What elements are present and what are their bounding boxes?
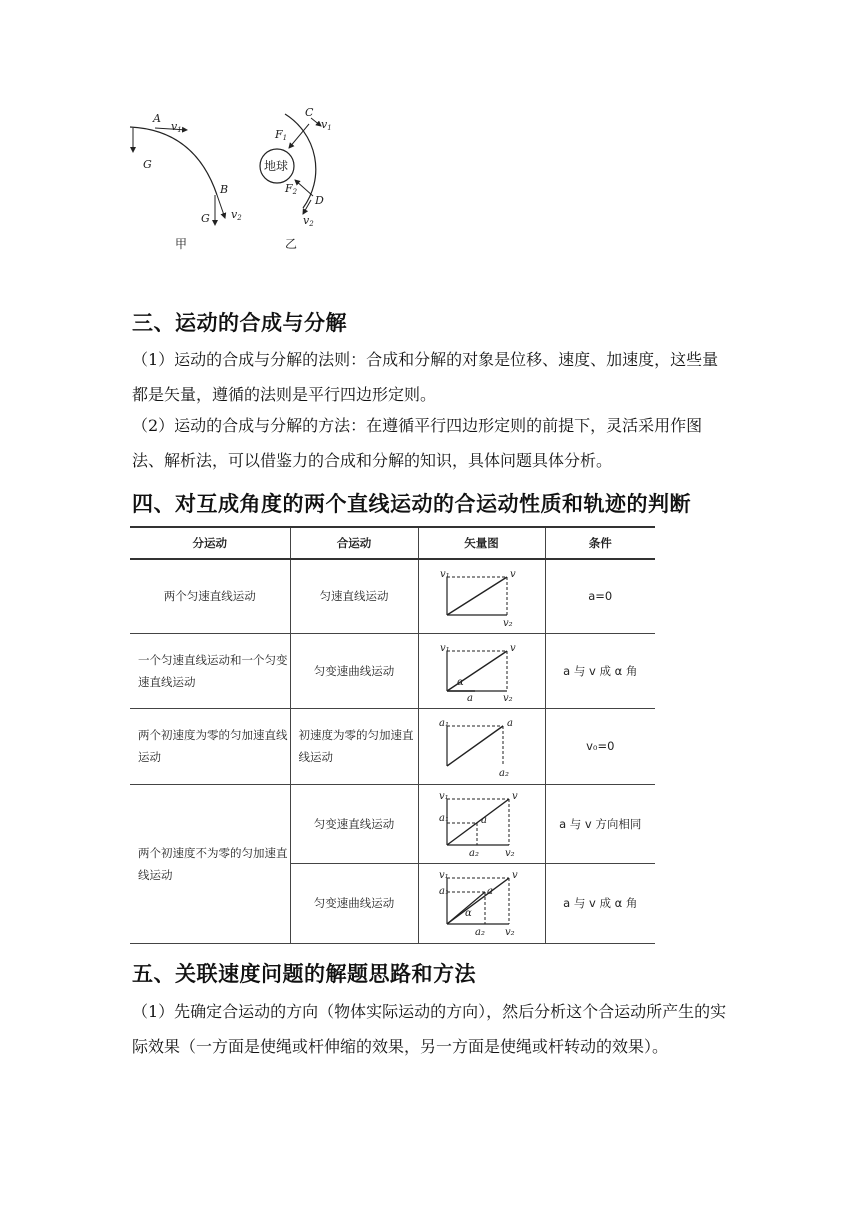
label-f1: F1 [275, 128, 288, 142]
svg-text:a: a [486, 886, 493, 897]
curved-motion-diagram [125, 100, 355, 260]
header-condition: 条件 [545, 527, 655, 559]
cell-component: 两个初速度不为零的匀加速直线运动 [130, 784, 290, 943]
svg-text:v₂: v₂ [504, 847, 515, 859]
svg-text:v: v [509, 642, 516, 654]
label-b: B [220, 183, 229, 196]
section-3-heading: 三、运动的合成与分解 [132, 311, 347, 335]
section-5-para-1: （1）先确定合运动的方向（物体实际运动的方向），然后分析这个合运动所产生的实际效果（一方面是使绳或杆伸缩的效果，另一方面是使绳或杆转动的效果）。 [132, 1002, 727, 1056]
svg-text:v: v [511, 790, 518, 802]
cell-component: 两个初速度为零的匀加速直线运动 [130, 708, 290, 784]
table-row [130, 559, 655, 633]
force-arrow-f2 [295, 180, 313, 196]
velocity-arrow-v2 [217, 195, 225, 218]
label-f2: F2 [285, 182, 298, 196]
section-5-heading: 五、关联速度问题的解题思路和方法 [132, 962, 476, 986]
cell-resultant: 初速度为零的匀加速直线运动 [290, 708, 418, 784]
vector-diagram-4 [437, 789, 527, 859]
section-3-para-1: （1）运动的合成与分解的法则：合成和分解的对象是位移、速度、加速度，这些量都是矢量，遵循的法则是平行四边形定则。 [132, 350, 719, 404]
cell-condition: a 与 v 成 α 角 [545, 863, 655, 943]
caption-jia: 甲 [175, 237, 188, 251]
cell-resultant: 匀速直线运动 [290, 559, 418, 633]
cell-resultant: 匀变速曲线运动 [290, 863, 418, 943]
section-4-heading: 四、对互成角度的两个直线运动的合运动性质和轨迹的判断 [132, 492, 691, 516]
cell-condition: a 与 v 成 α 角 [545, 633, 655, 708]
motion-table [130, 526, 655, 941]
label-v2-d: v2 [303, 214, 314, 228]
svg-text:a₂: a₂ [474, 927, 485, 938]
svg-text:a₁: a₁ [438, 718, 449, 729]
cell-vector-diagram [418, 633, 545, 708]
cell-resultant: 匀变速直线运动 [290, 784, 418, 863]
motion-figure [125, 100, 355, 260]
vector-diagram-3 [437, 714, 527, 778]
header-vector-diagram: 矢量图 [418, 527, 545, 559]
svg-text:a: a [506, 718, 513, 729]
label-v1-c: v1 [321, 118, 332, 132]
label-g-a: G [143, 158, 152, 171]
svg-text:α: α [456, 676, 464, 688]
svg-text:a: a [466, 692, 473, 703]
svg-text:v₁: v₁ [438, 870, 449, 881]
svg-text:v₁: v₁ [439, 569, 450, 581]
table-header-row [130, 527, 655, 559]
svg-text:a: a [480, 814, 487, 826]
label-v2: v2 [231, 208, 242, 222]
label-c: C [305, 106, 314, 119]
table-row [130, 784, 655, 863]
vector-diagram-2 [437, 639, 527, 703]
svg-text:a₂: a₂ [468, 847, 479, 859]
cell-condition: a=0 [545, 559, 655, 633]
header-component: 分运动 [130, 527, 290, 559]
label-a: A [153, 112, 161, 125]
svg-text:v₁: v₁ [438, 790, 449, 802]
cell-vector-diagram [418, 559, 545, 633]
cell-resultant: 匀变速曲线运动 [290, 633, 418, 708]
svg-text:v: v [511, 870, 518, 881]
svg-text:v₂: v₂ [502, 618, 513, 628]
caption-yi: 乙 [285, 237, 298, 251]
cell-component: 两个匀速直线运动 [130, 559, 290, 633]
label-g-b: G [201, 212, 210, 225]
earth-label: 地球 [264, 159, 289, 173]
table-row [130, 633, 655, 708]
cell-vector-diagram [418, 708, 545, 784]
cell-condition: v₀=0 [545, 708, 655, 784]
table-row [130, 708, 655, 784]
section-3-para-2: （2）运动的合成与分解的方法：在遵循平行四边形定则的前提下，灵活采用作图法、解析法，可以借鉴力的合成和分解的知识，具体问题具体分析。 [132, 416, 703, 470]
svg-text:α: α [464, 908, 472, 919]
svg-text:a₁: a₁ [438, 886, 449, 897]
label-d: D [315, 194, 324, 207]
svg-text:v₁: v₁ [439, 642, 450, 654]
cell-vector-diagram [418, 863, 545, 943]
vector-diagram-1 [437, 565, 527, 627]
label-v1: v1 [171, 120, 182, 134]
cell-vector-diagram [418, 784, 545, 863]
vector-diagram-5 [437, 868, 527, 938]
svg-text:a₂: a₂ [498, 768, 509, 778]
svg-text:v: v [509, 569, 516, 581]
svg-text:a₁: a₁ [438, 812, 449, 824]
cell-condition: a 与 v 方向相同 [545, 784, 655, 863]
svg-text:v₂: v₂ [502, 692, 513, 703]
svg-text:v₂: v₂ [504, 927, 515, 938]
cell-component: 一个匀速直线运动和一个匀变速直线运动 [130, 633, 290, 708]
header-resultant: 合运动 [290, 527, 418, 559]
velocity-arrow-c-v1 [311, 118, 321, 126]
